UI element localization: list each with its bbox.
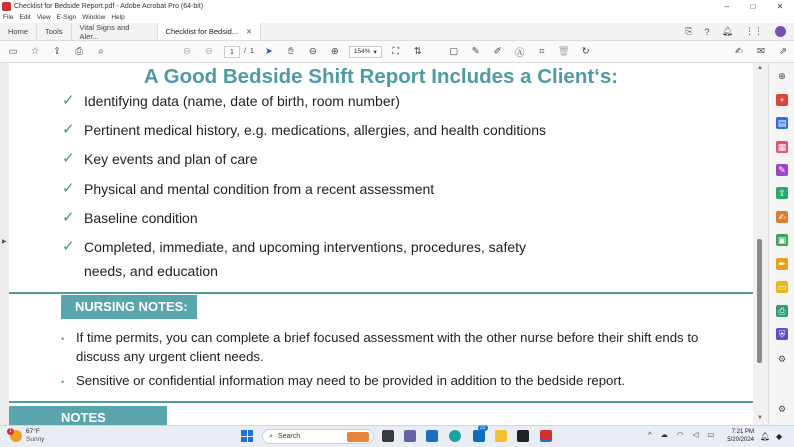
chevron-up-icon[interactable]: ^ bbox=[648, 430, 652, 439]
outlook-icon[interactable] bbox=[473, 425, 486, 442]
minimize-button[interactable]: – bbox=[724, 1, 730, 11]
edit-pdf-icon[interactable]: ✎ bbox=[776, 164, 788, 176]
print-icon[interactable]: ⎙ bbox=[75, 46, 83, 57]
nursing-note: Sensitive or confidential information may need to be provided in addition to the bedside report. bbox=[76, 373, 626, 388]
previous-page-icon[interactable]: ⊖ bbox=[183, 46, 191, 57]
more-tools-icon[interactable]: ⚙ bbox=[777, 354, 787, 364]
close-window-button[interactable]: ✕ bbox=[776, 1, 784, 11]
stamp-icon[interactable]: ⌗ bbox=[539, 46, 545, 57]
toolbar bbox=[0, 41, 794, 63]
edge-icon[interactable] bbox=[449, 430, 461, 442]
delete-icon[interactable]: 🗑︎ bbox=[557, 46, 570, 57]
zoom-in-icon[interactable]: ⊕ bbox=[330, 46, 339, 57]
page-navigator bbox=[224, 46, 254, 58]
checklist-item: Completed, immediate, and upcoming interventions, procedures, safety bbox=[84, 239, 527, 255]
checklist-item: Identifying data (name, date of birth, room number) bbox=[84, 93, 400, 109]
maximize-button[interactable]: □ bbox=[750, 1, 756, 11]
checklist-item: Baseline condition bbox=[84, 210, 198, 226]
search-placeholder: Search bbox=[277, 433, 301, 440]
email-icon[interactable]: ✉ bbox=[757, 46, 765, 57]
zoom-select[interactable] bbox=[349, 46, 382, 58]
title-bar bbox=[0, 0, 794, 12]
save-icon[interactable]: ▭ bbox=[8, 46, 18, 57]
menu-file[interactable]: File bbox=[3, 14, 14, 21]
task-view-icon[interactable] bbox=[382, 430, 394, 442]
notifications-icon[interactable]: 🔔︎ bbox=[721, 26, 733, 36]
window-controls bbox=[714, 2, 794, 11]
header-icons bbox=[685, 23, 794, 40]
apps-grid-icon[interactable]: ⋮⋮ bbox=[745, 26, 763, 36]
menu-help[interactable]: Help bbox=[111, 14, 125, 21]
sun-icon bbox=[10, 430, 22, 442]
search-icon[interactable]: ⌕ bbox=[98, 46, 104, 57]
window-title: Checklist for Bedside Report.pdf - Adobe Acrobat Pro (64-bit) bbox=[14, 2, 204, 10]
app-icon[interactable] bbox=[517, 430, 529, 442]
scan-ocr-icon[interactable]: ▣ bbox=[777, 235, 787, 245]
scroll-up-icon[interactable]: ▲ bbox=[757, 65, 763, 71]
checkmark-icon: ✓ bbox=[62, 209, 75, 226]
highlight-pen-icon[interactable]: ✎ bbox=[471, 46, 480, 57]
tab-vital-signs-label: Vital Signs and Aler... bbox=[79, 22, 130, 41]
tab-tools[interactable] bbox=[37, 23, 72, 40]
tab-home[interactable] bbox=[0, 23, 37, 40]
acrobat-icon bbox=[2, 2, 11, 11]
menu-bar bbox=[0, 12, 794, 23]
section-divider bbox=[9, 292, 753, 294]
weather-badge: 1 bbox=[7, 428, 14, 435]
fill-sign-tool-icon[interactable]: ✒ bbox=[776, 258, 788, 270]
help-icon[interactable]: ? bbox=[704, 26, 710, 37]
left-panel-toggle[interactable] bbox=[0, 63, 9, 425]
checklist-item: Key events and plan of care bbox=[84, 151, 258, 167]
avatar[interactable] bbox=[775, 26, 786, 37]
tab-vital-signs[interactable] bbox=[72, 23, 158, 40]
page-total: 1 bbox=[249, 48, 254, 55]
vertical-scrollbar[interactable] bbox=[753, 63, 768, 425]
checklist-item-continued: needs, and education bbox=[84, 263, 218, 279]
checkmark-icon: ✓ bbox=[62, 92, 75, 109]
gear-icon[interactable]: ⚙ bbox=[777, 404, 787, 414]
upload-icon[interactable]: ⇪ bbox=[53, 46, 61, 57]
print-production-icon[interactable]: ⎙ bbox=[776, 305, 788, 317]
volume-icon[interactable]: ◁ bbox=[692, 430, 699, 439]
fill-sign-icon[interactable]: ✍ bbox=[735, 46, 743, 57]
checklist-item: Pertinent medical history, e.g. medications, allergies, and health conditions bbox=[84, 122, 546, 138]
page-heading: A Good Bedside Shift Report Includes a Client‘s: bbox=[143, 65, 619, 88]
tab-home-label: Home bbox=[8, 27, 29, 36]
hand-tool-icon[interactable]: ✋︎ bbox=[288, 46, 294, 57]
menu-view[interactable]: View bbox=[36, 14, 51, 21]
protect-icon[interactable]: ⛨ bbox=[776, 328, 788, 340]
tab-checklist[interactable] bbox=[158, 23, 261, 40]
weather-condition: Sunny bbox=[26, 436, 45, 443]
pdf-page bbox=[9, 63, 753, 425]
create-pdf-tool-icon[interactable]: + bbox=[776, 94, 788, 106]
close-tab-icon[interactable]: ✕ bbox=[246, 28, 252, 36]
notification-bell-icon[interactable]: 🔔︎ bbox=[760, 432, 771, 441]
document-area bbox=[0, 63, 768, 425]
comment-tool-icon[interactable]: ▭ bbox=[777, 282, 787, 292]
zoom-panel-icon[interactable]: ⊕ bbox=[778, 71, 786, 81]
store-icon[interactable] bbox=[426, 430, 438, 442]
tab-checklist-label: Checklist for Bedsid... bbox=[165, 27, 239, 36]
draw-icon[interactable]: ✐ bbox=[493, 46, 502, 57]
teams-badge: 22 bbox=[480, 425, 486, 431]
rotate-icon[interactable]: ↻ bbox=[581, 46, 590, 57]
copilot-icon[interactable]: ◆ bbox=[776, 432, 783, 441]
clock-time: 7:21 PM bbox=[731, 429, 754, 435]
scroll-mode-icon[interactable]: ⇅ bbox=[413, 46, 422, 57]
create-pdf-icon[interactable]: ⎘ bbox=[685, 26, 693, 36]
taskbar-search[interactable] bbox=[262, 429, 374, 444]
page-separator: / bbox=[244, 48, 246, 55]
right-tools-panel bbox=[768, 63, 794, 425]
request-esign-icon[interactable]: ✍ bbox=[776, 211, 788, 223]
text-edit-icon[interactable]: Ⓐ bbox=[514, 47, 525, 59]
nursing-note: If time permits, you can complete a brief focused assessment with the other nurse before their shift ends to discuss any urgent client needs. bbox=[76, 330, 699, 364]
bookmark-star-icon[interactable]: ☆ bbox=[30, 46, 40, 57]
zoom-value: 154% bbox=[353, 48, 371, 55]
menu-esign[interactable]: E-Sign bbox=[56, 14, 77, 21]
bullet-icon: • bbox=[61, 334, 65, 344]
expand-left-icon: ▶ bbox=[2, 239, 7, 245]
bullet-icon: • bbox=[61, 377, 65, 387]
zoom-out-icon[interactable]: ⊖ bbox=[308, 46, 317, 57]
clock[interactable] bbox=[718, 428, 754, 444]
menu-window[interactable]: Window bbox=[82, 14, 106, 21]
checklist-item: Physical and mental condition from a recent assessment bbox=[84, 181, 435, 197]
clock-date: 5/20/2024 bbox=[727, 437, 754, 443]
share-icon[interactable]: ⇗ bbox=[779, 46, 787, 57]
chevron-down-icon: ▾ bbox=[373, 48, 377, 56]
export-pdf-icon[interactable]: ⇪ bbox=[776, 187, 788, 199]
file-explorer-icon[interactable] bbox=[495, 430, 507, 442]
system-tray bbox=[648, 430, 714, 439]
scrollbar-thumb[interactable] bbox=[757, 239, 762, 363]
tab-tools-label: Tools bbox=[45, 27, 63, 36]
section-divider bbox=[9, 401, 753, 403]
weather-widget[interactable] bbox=[10, 428, 44, 444]
checkmark-icon: ✓ bbox=[62, 150, 75, 167]
search-highlight-icon bbox=[347, 432, 369, 442]
fit-page-icon[interactable]: ⛶ bbox=[392, 46, 400, 57]
checkmark-icon: ✓ bbox=[62, 180, 75, 197]
next-page-icon[interactable]: ⊖ bbox=[205, 46, 213, 57]
scroll-down-icon[interactable]: ▼ bbox=[757, 415, 763, 421]
start-button[interactable] bbox=[241, 430, 253, 442]
menu-edit[interactable]: Edit bbox=[19, 14, 31, 21]
notes-label: NOTES bbox=[9, 406, 167, 425]
comment-icon[interactable]: ▢ bbox=[449, 46, 459, 57]
tab-bar bbox=[0, 23, 794, 41]
cloud-icon[interactable]: ☁ bbox=[660, 430, 669, 439]
nursing-notes-label: NURSING NOTES: bbox=[61, 295, 197, 319]
teams-icon[interactable] bbox=[404, 430, 416, 442]
taskbar bbox=[0, 425, 794, 447]
combine-files-icon[interactable]: ▤ bbox=[777, 118, 787, 128]
organize-pages-icon[interactable]: ▦ bbox=[777, 142, 787, 152]
wifi-icon[interactable]: ◠ bbox=[677, 430, 684, 439]
select-cursor-icon[interactable]: ➤ bbox=[264, 46, 273, 57]
page-number-input[interactable]: 1 bbox=[224, 46, 240, 58]
acrobat-taskbar-icon[interactable] bbox=[540, 430, 552, 442]
checkmark-icon: ✓ bbox=[62, 121, 75, 138]
search-icon: ⌕ bbox=[269, 432, 273, 440]
battery-icon[interactable]: ▭ bbox=[707, 430, 715, 439]
weather-temp: 67°F bbox=[26, 428, 40, 435]
checkmark-icon: ✓ bbox=[62, 238, 75, 255]
